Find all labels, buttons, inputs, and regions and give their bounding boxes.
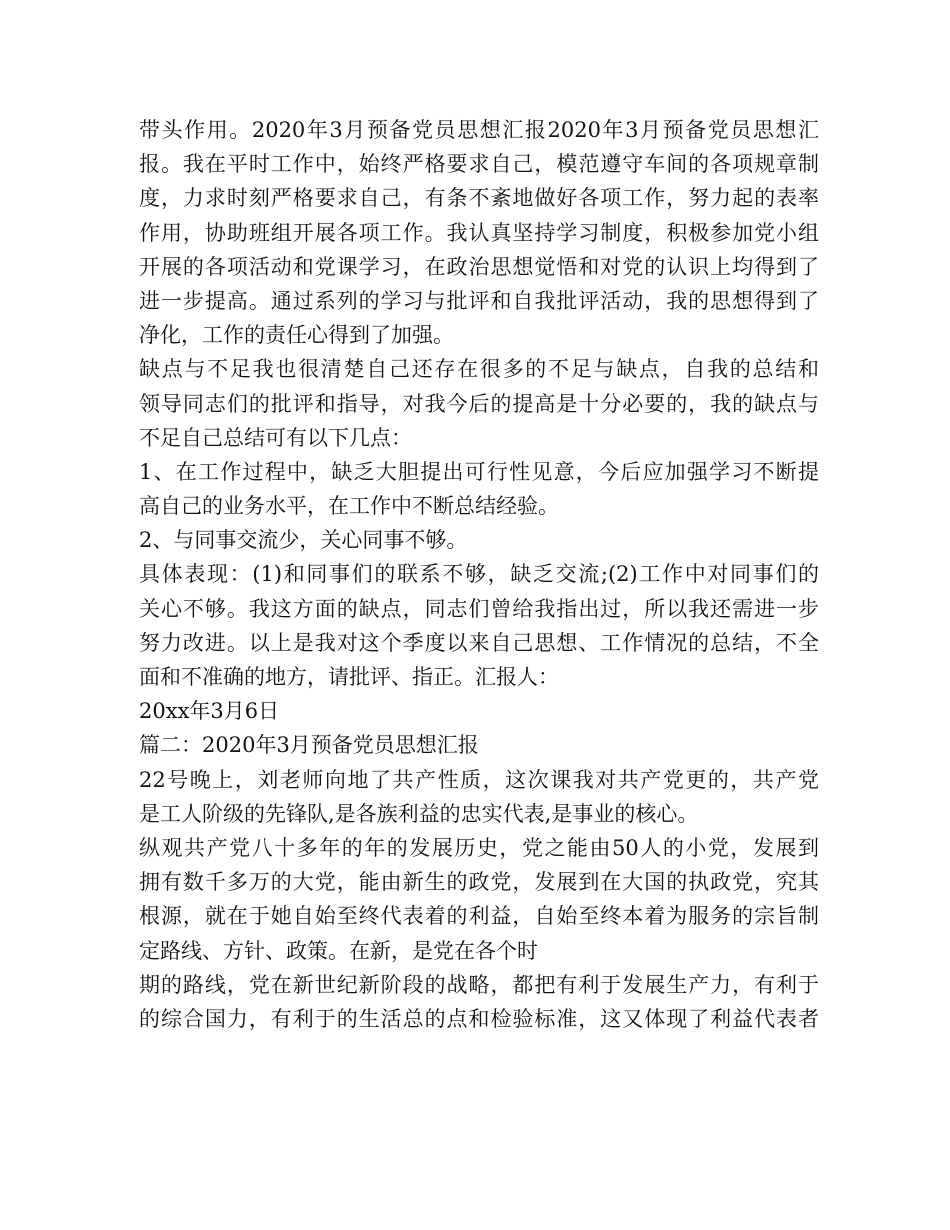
text-line: 拥有数千多万的大党，能由新生的政党，发展到在大国的执政党，究其 bbox=[139, 870, 819, 895]
date-line: 20xx年3月6日 bbox=[139, 699, 280, 724]
text-line: 进一步提高。通过系列的学习与批评和自我批评活动，我的思想得到了 bbox=[139, 288, 819, 313]
text-line: 作用，协助班组开展各项工作。我认真坚持学习制度，积极参加党小组 bbox=[139, 220, 819, 245]
text-line: 根源，就在于她自始至终代表着的利益，自始至终本着为服务的宗旨制 bbox=[139, 904, 819, 929]
text-line: 具体表现：(1)和同事们的联系不够，缺乏交流;(2)工作中对同事们的 bbox=[139, 562, 819, 587]
text-line: 1、在工作过程中，缺乏大胆提出可行性见意，今后应加强学习不断提 bbox=[139, 459, 819, 484]
text-line: 净化，工作的责任心得到了加强。 bbox=[139, 323, 454, 348]
text-line: 带头作用。2020年3月预备党员思想汇报2020年3月预备党员思想汇 bbox=[139, 118, 819, 142]
document-body bbox=[139, 113, 819, 1036]
text-line: 高自己的业务水平，在工作中不断总结经验。 bbox=[139, 494, 559, 519]
text-line: 度，力求时刻严格要求自己，有条不紊地做好各项工作，努力起的表率 bbox=[139, 186, 819, 211]
text-line: 报。我在平时工作中，始终严格要求自己，模范遵守车间的各项规章制 bbox=[139, 152, 819, 177]
text-line: 纵观共产党八十多年的年的发展历史，党之能由50人的小党，发展到 bbox=[139, 835, 819, 860]
text-line: 领导同志们的批评和指导，对我今后的提高是十分必要的，我的缺点与 bbox=[139, 391, 819, 416]
text-line: 缺点与不足我也很清楚自己还存在很多的不足与缺点，自我的总结和 bbox=[139, 357, 819, 382]
text-line: 2、与同事交流少，关心同事不够。 bbox=[139, 528, 468, 553]
text-line: 开展的各项活动和党课学习，在政治思想觉悟和对党的认识上均得到了 bbox=[139, 254, 819, 279]
text-line: 不足自己总结可有以下几点： bbox=[139, 425, 412, 450]
text-line: 面和不准确的地方，请批评、指正。汇报人： bbox=[139, 665, 559, 689]
text-line: 努力改进。以上是我对这个季度以来自己思想、工作情况的总结，不全 bbox=[139, 630, 819, 655]
text-line: 关心不够。我这方面的缺点，同志们曾给我指出过，所以我还需进一步 bbox=[139, 596, 819, 621]
text-line: 期的路线，党在新世纪新阶段的战略，都把有利于发展生产力，有利于 bbox=[139, 972, 819, 997]
text-line: 是工人阶级的先锋队,是各族利益的忠实代表,是事业的核心。 bbox=[139, 801, 699, 826]
text-line: 定路线、方针、政策。在新，是党在各个时 bbox=[139, 938, 538, 963]
section-heading: 篇二：2020年3月预备党员思想汇报 bbox=[139, 733, 479, 758]
text-line: 的综合国力，有利于的生活总的点和检验标准，这又体现了利益代表者 bbox=[139, 1006, 819, 1031]
text-line: 22号晚上，刘老师向地了共产性质，这次课我对共产党更的，共产党 bbox=[139, 767, 819, 792]
